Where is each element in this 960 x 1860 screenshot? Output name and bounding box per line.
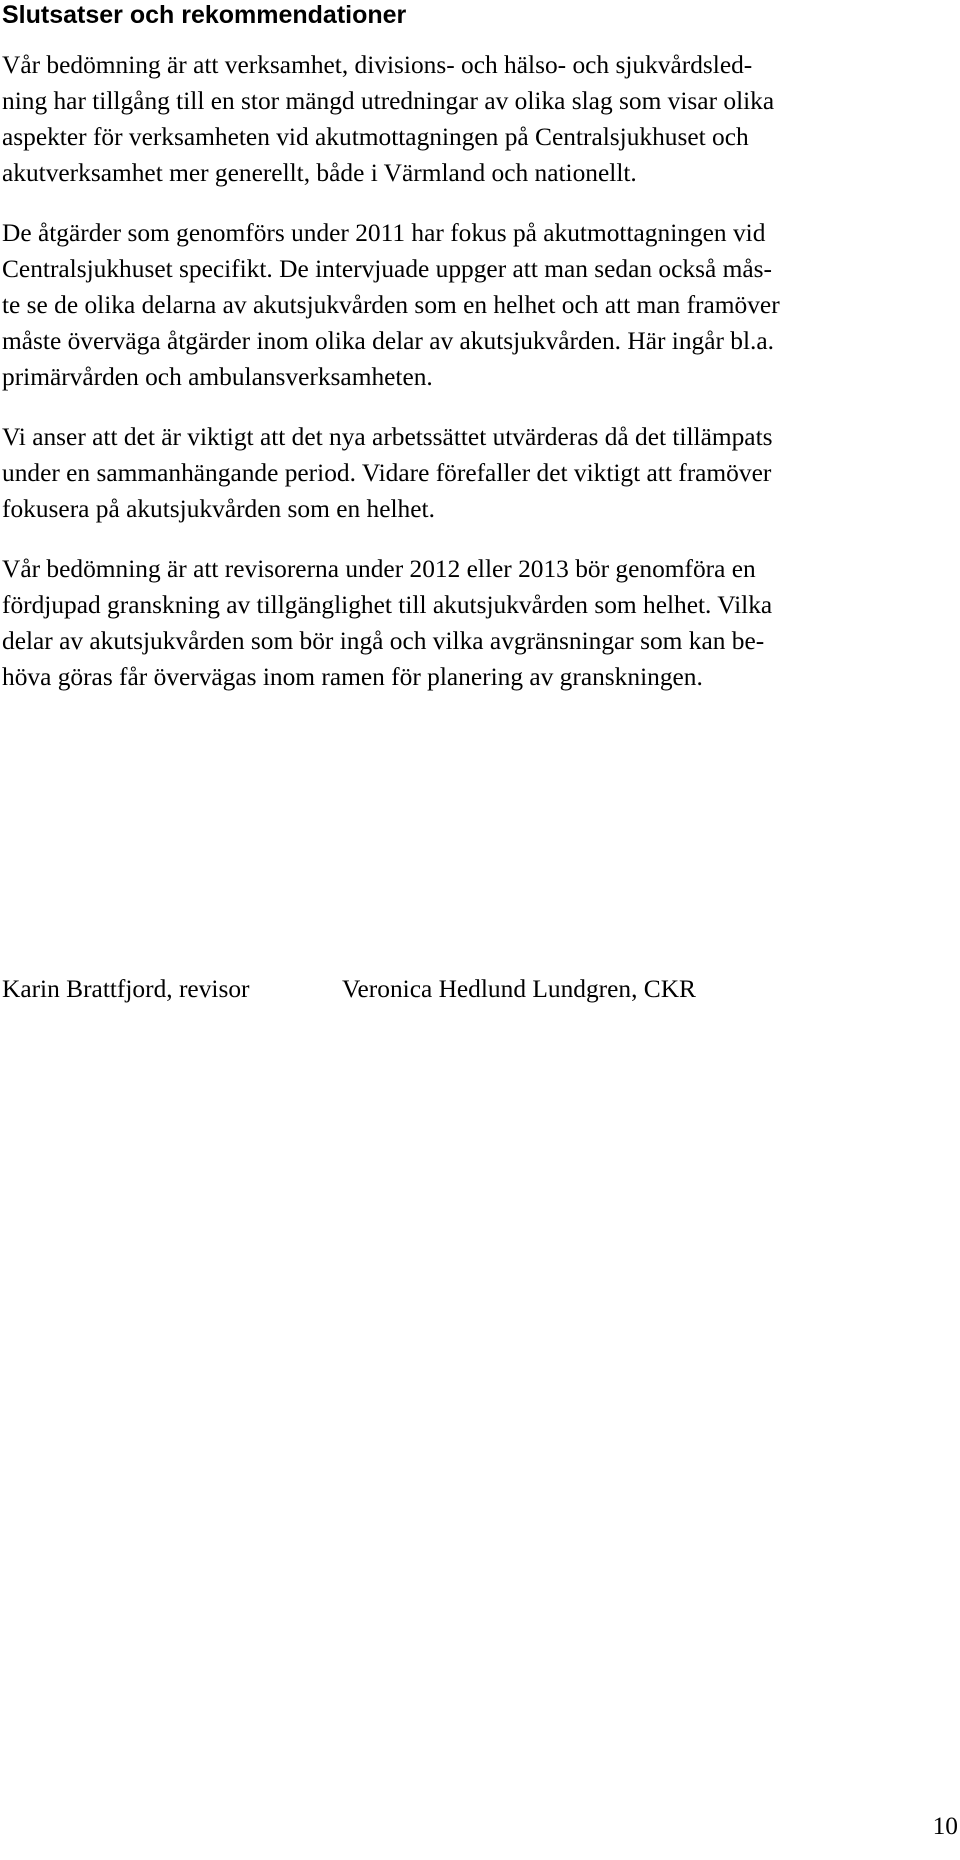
text-line: Vi anser att det är viktigt att det nya arbetssättet utvärderas då det tillämpats [2, 423, 773, 451]
body-text [2, 47, 952, 719]
text-line: delar av akutsjukvården som bör ingå och vilka avgränsningar som kan be- [2, 627, 765, 655]
page-number: 10 [932, 1812, 958, 1840]
signature-row [2, 971, 952, 1007]
text-line: Centralsjukhuset specifikt. De intervjuade uppger att man sedan också mås- [2, 255, 772, 283]
text-line: Vår bedömning är att verksamhet, divisions- och hälso- och sjukvårdsled- [2, 51, 753, 79]
paragraph-measures [2, 215, 952, 395]
text-line: fokusera på akutsjukvården som en helhet. [2, 495, 435, 523]
text-line: Vår bedömning är att revisorerna under 2012 eller 2013 bör genomföra en [2, 555, 756, 583]
paragraph-assessment [2, 47, 952, 191]
text-line: under en sammanhängande period. Vidare förefaller det viktigt att framöver [2, 459, 772, 487]
text-line: fördjupad granskning av tillgänglighet till akutsjukvården som helhet. Vilka [2, 591, 773, 619]
text-line: aspekter för verksamheten vid akutmottagningen på Centralsjukhuset och [2, 123, 749, 151]
signature-auditor: Karin Brattfjord, revisor [2, 975, 250, 1003]
signature-ckr: Veronica Hedlund Lundgren, CKR [342, 975, 696, 1003]
paragraph-evaluation [2, 419, 952, 527]
text-line: måste överväga åtgärder inom olika delar av akutsjukvården. Här ingår bl.a. [2, 327, 774, 355]
text-line: akutverksamhet mer generellt, både i Värmland och nationellt. [2, 159, 637, 187]
paragraph-recommendation [2, 551, 952, 695]
text-line: ning har tillgång till en stor mängd utredningar av olika slag som visar olika [2, 87, 775, 115]
text-line: De åtgärder som genomförs under 2011 har fokus på akutmottagningen vid [2, 219, 766, 247]
section-heading: Slutsatser och rekommendationer [2, 1, 407, 29]
text-line: höva göras får övervägas inom ramen för planering av granskningen. [2, 663, 703, 691]
text-line: te se de olika delarna av akutsjukvården som en helhet och att man framöver [2, 291, 780, 319]
text-line: primärvården och ambulansverksamheten. [2, 363, 433, 391]
